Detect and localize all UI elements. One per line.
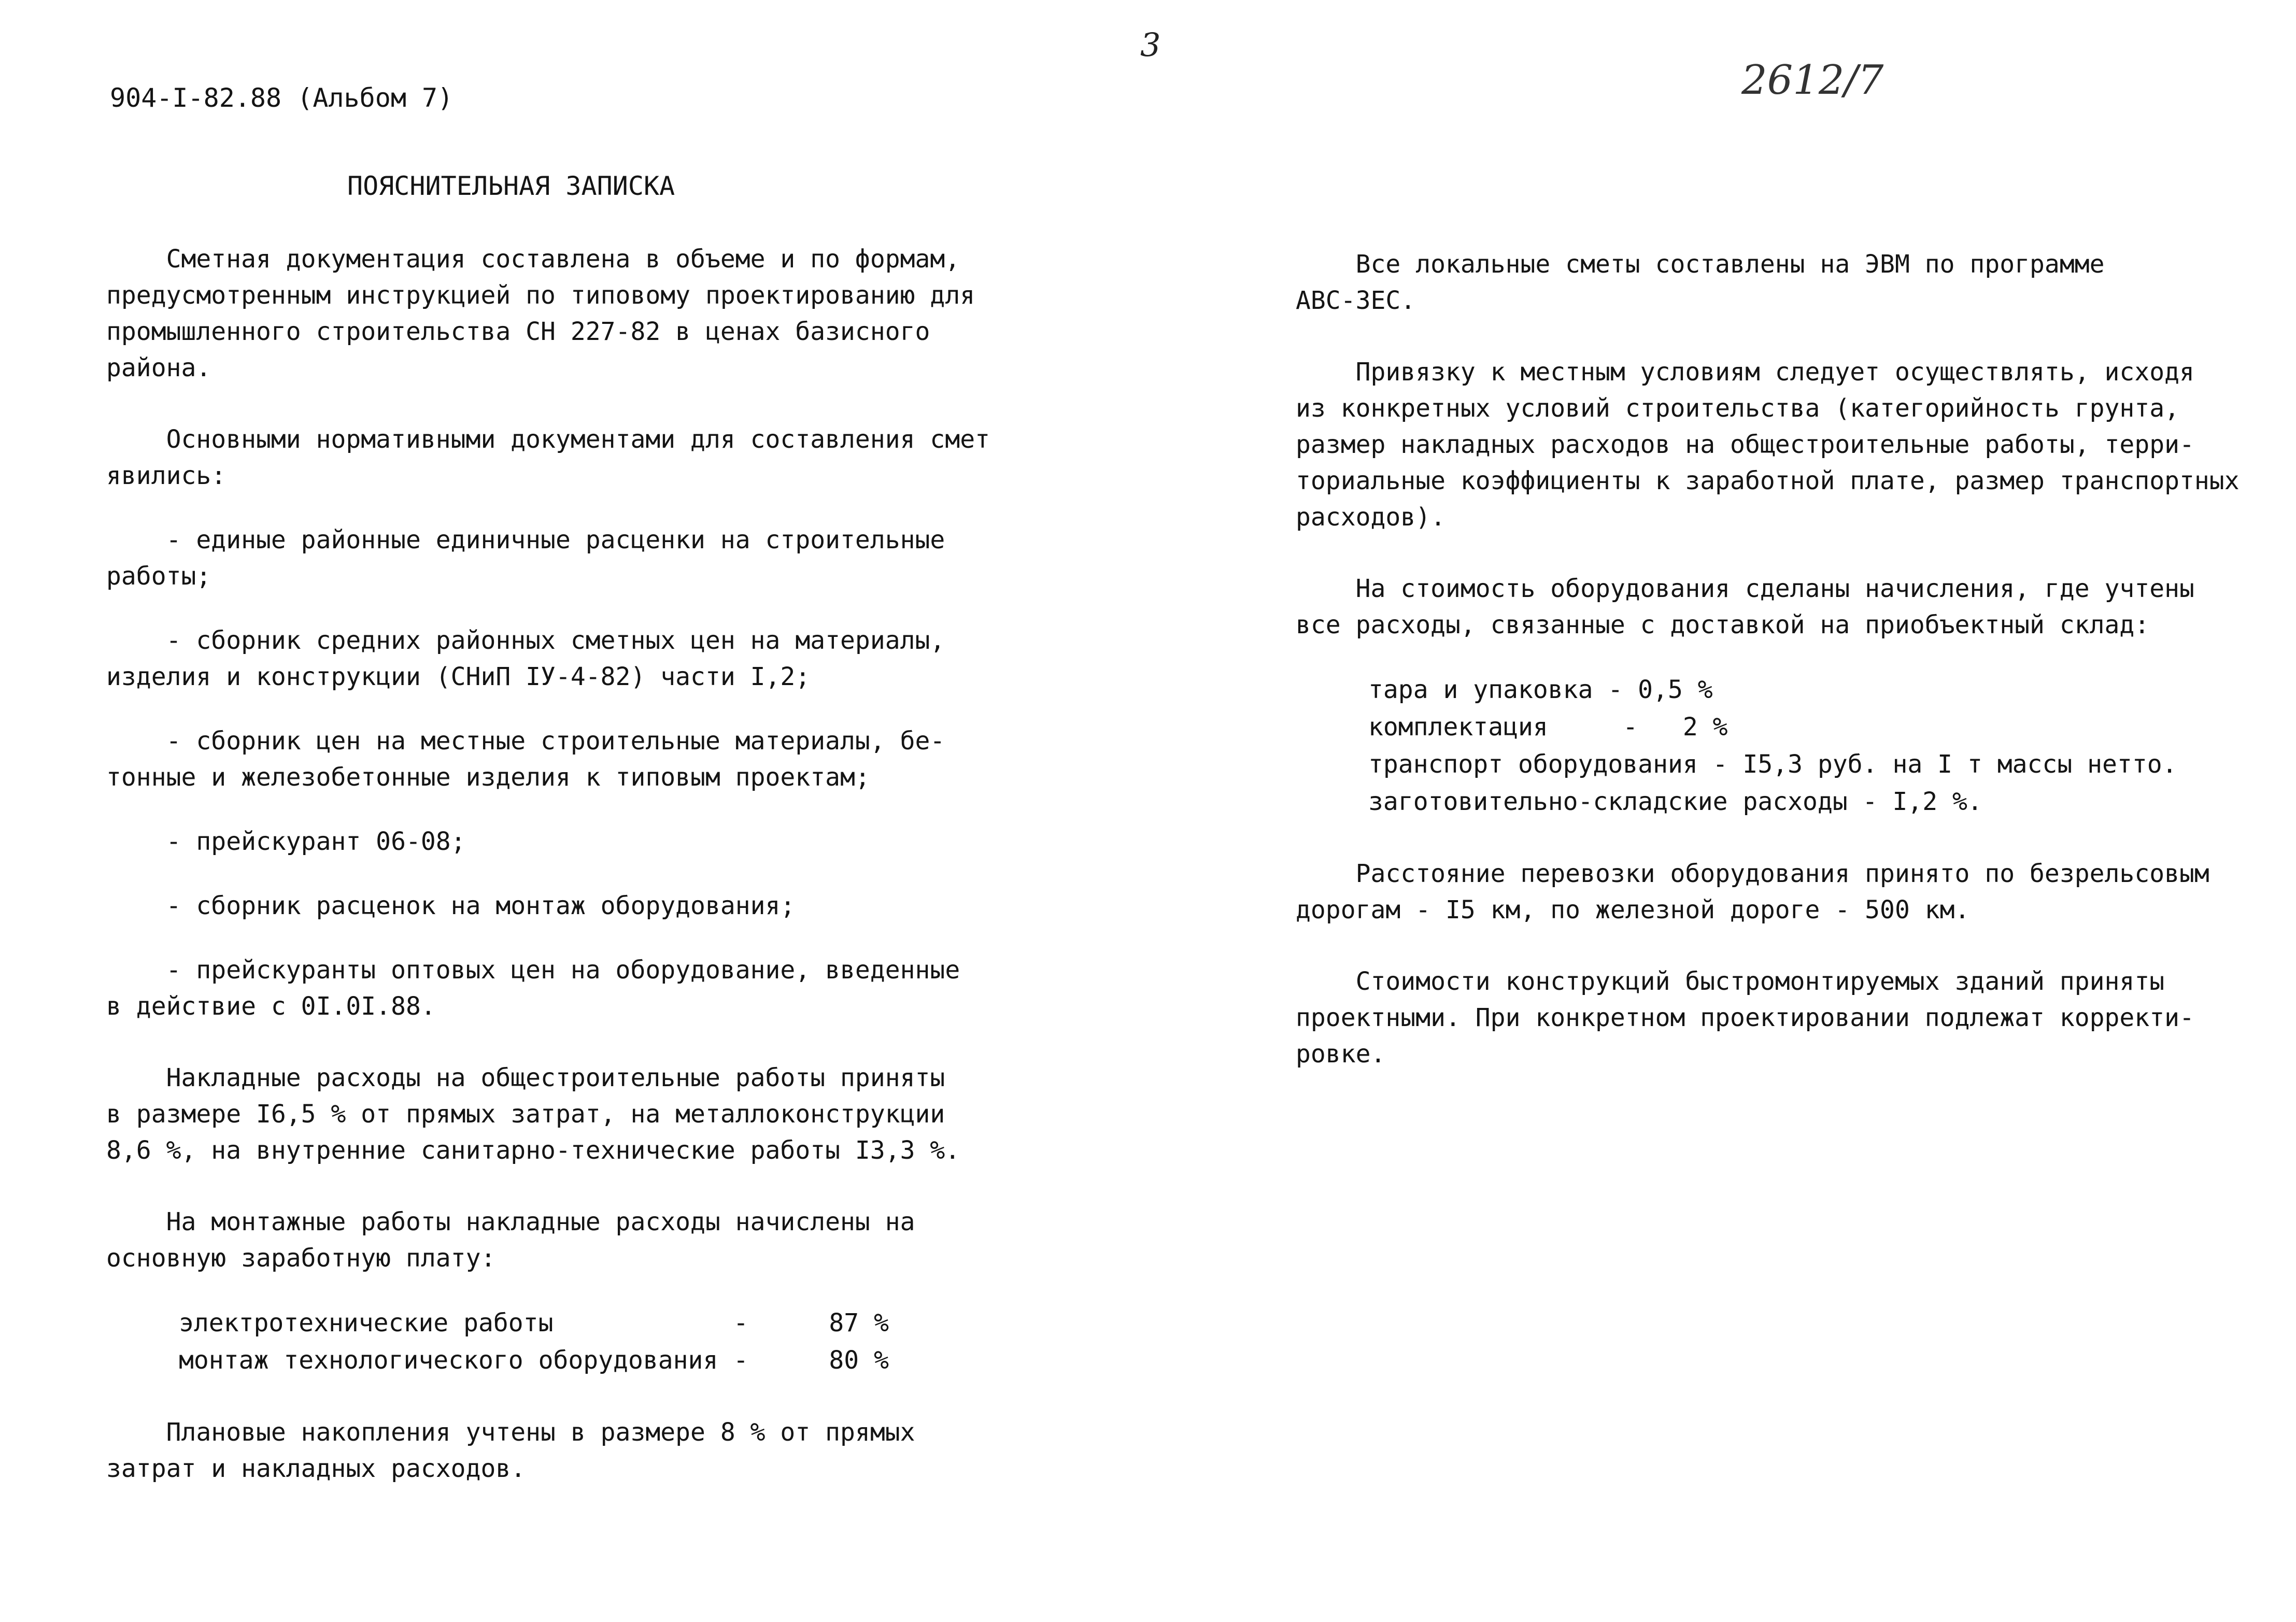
overhead-value: 87 % [829,1308,889,1338]
right-column [1296,246,2240,1107]
intro-paragraph: Сметная документация составлена в объеме и по формам, предусмотренным инструкцией по типовому проектированию для промышленного строительства СН 227-82 в ценах базисного района. [106,245,975,382]
charge-item: комплектация - 2 % [1368,713,1728,742]
local-conditions-paragraph: Привязку к местным условиям следует осуществлять, исходя из конкретных условий строительства (категорийность грунта, размер накладных расходов на общестроительные работы, терри- ториальные коэффициенты к заработной плате, размер транспортных расходов). [1296,358,2240,532]
document-title: ПОЯСНИТЕЛЬНАЯ ЗАПИСКА [347,171,675,201]
overhead-dash: - [733,1308,748,1338]
overhead-value: 80 % [829,1346,889,1375]
overhead-dash: - [733,1346,748,1375]
list-item: - сборник цен на местные строительные материалы, бе- тонные и железобетонные изделия к типовым проектам; [106,727,945,792]
list-item: - сборник средних районных сметных цен на материалы, изделия и конструкции (СНиП IУ-4-82) части I,2; [106,626,945,691]
list-item: - прейскуранты оптовых цен на оборудование, введенные в действие с 0I.0I.88. [106,956,960,1021]
handwritten-number: 2612/7 [1741,57,1884,104]
charge-item: транспорт оборудования - I5,3 руб. на I т массы нетто. [1368,750,2177,779]
transport-distance-paragraph: Расстояние перевозки оборудования принято по безрельсовым дорогам - I5 км, по железной дороге - 500 км. [1296,859,2209,924]
page-number: 3 [1140,26,1161,64]
list-item: - прейскурант 06-08; [106,827,466,856]
charge-item: тара и упаковка - 0,5 % [1368,675,1713,704]
list-item: - единые районные единичные расценки на строительные работы; [106,525,945,591]
prefab-buildings-paragraph: Стоимости конструкций быстромонтируемых зданий приняты проектными. При конкретном проектировании подлежат корректи- ровке. [1296,967,2194,1069]
overhead-row [106,1342,1050,1379]
charge-item: заготовительно-складские расходы - I,2 %. [1368,787,1982,816]
installation-paragraph: На монтажные работы накладные расходы начислены на основную заработную плату: [106,1207,915,1273]
overheads-paragraph: Накладные расходы на общестроительные работы приняты в размере I6,5 % от прямых затрат, на металлоконструкции 8,6 %, на внутренние санитарно-технические работы I3,3 %. [106,1063,960,1165]
document-code: 904-I-82.88 (Альбом 7) [110,83,453,113]
left-column [106,241,1050,1522]
overheads-list [106,1304,1050,1379]
overhead-row [106,1304,1050,1342]
charges-list [1368,671,2229,820]
computer-estimates-paragraph: Все локальные сметы составлены на ЭВМ по программе АВС-3ЕС. [1296,250,2105,315]
equipment-charges-paragraph: На стоимость оборудования сделаны начисления, где учтены все расходы, связанные с доставкой на приобъектный склад: [1296,574,2194,639]
list-item: - сборник расценок на монтаж оборудования; [106,891,796,920]
normative-docs-paragraph: Основными нормативными документами для составления смет явились: [106,425,990,490]
planned-savings-paragraph: Плановые накопления учтены в размере 8 % от прямых затрат и накладных расходов. [106,1418,915,1483]
overhead-name: монтаж технологического оборудования [179,1346,718,1375]
overhead-name: электротехнические работы [179,1308,554,1338]
